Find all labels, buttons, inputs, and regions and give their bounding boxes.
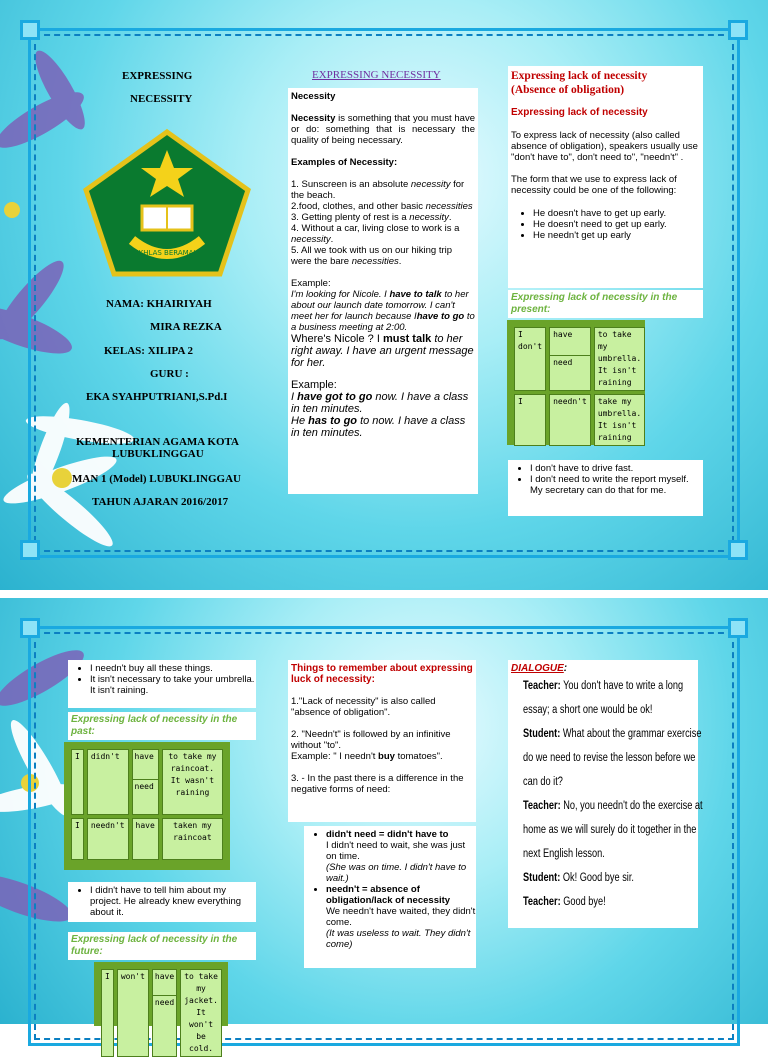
- past-example-box: [68, 882, 256, 922]
- student-name-2: MIRA REZKA: [150, 321, 222, 333]
- dialogue-line: Student: Ok! Good bye sir.: [523, 872, 634, 884]
- future-table: [94, 962, 228, 1053]
- lack-subheading: Expressing lack of necessity: [511, 107, 648, 118]
- dialogue-line: Teacher: Good bye!: [523, 896, 606, 908]
- academic-year: TAHUN AJARAN 2016/2017: [92, 496, 229, 508]
- school-name: MAN 1 (Model) LUBUKLINGGAU: [72, 473, 241, 485]
- example-text-2b: He has to go to now. I have a class in ten minutes.: [291, 415, 466, 439]
- cover-title-line2: NECESSITY: [130, 93, 193, 105]
- remember-heading: Things to remember about expressing luck of necessity:: [291, 663, 473, 685]
- dialogue-line: Teacher: You don't have to write a long essay; a short one would be ok!: [523, 680, 684, 716]
- need-forms-list: [304, 829, 476, 950]
- frame-corner: [728, 20, 748, 40]
- dialogue-box: [508, 660, 703, 928]
- table-cell: have: [132, 818, 159, 860]
- brochure-page-2: [0, 598, 768, 1053]
- present-label: Expressing lack of necessity in the present:: [508, 290, 703, 318]
- lack-heading-1: Expressing lack of necessity: [511, 70, 648, 82]
- table-cell: to take my umbrella. It isn't raining: [594, 327, 645, 391]
- remember-example: Example: " I needn't buy tomatoes".: [291, 751, 443, 762]
- table-cell: I: [71, 818, 84, 860]
- table-cell: have need: [152, 969, 177, 1057]
- list-item: • He doesn't need to get up early.: [533, 219, 700, 230]
- past-example: [68, 885, 256, 918]
- table-cell: to take my raincoat. It wasn't raining: [162, 749, 223, 815]
- list-item: • I didn't have to tell him about my project. He already knew everything about it.: [90, 885, 256, 918]
- examples-title: Examples of Necessity:: [291, 157, 398, 168]
- list-item: • He doesn't have to get up early.: [533, 208, 700, 219]
- example-label-1: Example:: [291, 278, 331, 289]
- ministry-logo: [82, 128, 252, 278]
- example-text-1: I'm looking for Nicole. I have to talk to her about our launch date tomorrow. I can't meet her for launch because Ihave to go to a business meeting at 2:00.: [291, 289, 475, 333]
- lack-bullets: [511, 208, 700, 241]
- list-item: • didn't need = didn't have to I didn't need to wait, she was just on time. (She was on time. I didn't have to wait.): [326, 829, 476, 884]
- necessity-heading: EXPRESSING NECESSITY: [312, 69, 441, 81]
- table-cell: have need: [549, 327, 591, 391]
- p2-intro-bullets: [68, 663, 256, 696]
- p2-intro-box: [68, 660, 256, 708]
- list-item: • It isn't necessary to take your umbrella. It isn't raining.: [90, 674, 256, 696]
- example-text-1b: Where's Nicole ? I must talk to her right away. I have an urgent message for her.: [291, 333, 474, 369]
- table-cell: taken my raincoat: [162, 818, 223, 860]
- table-cell: have need: [132, 749, 159, 815]
- past-table: [64, 742, 230, 870]
- institution-line2: LUBUKLINGGAU: [112, 448, 204, 460]
- table-cell: I: [71, 749, 84, 815]
- example-5: 5. All we took with us on our hiking trip were the bare necessities.: [291, 245, 453, 267]
- future-label: Expressing lack of necessity in the future:: [68, 932, 256, 960]
- list-item: • He needn't get up early: [533, 230, 700, 241]
- present-examples: [508, 463, 703, 496]
- table-cell: I don't: [514, 327, 546, 391]
- frame-corner: [20, 20, 40, 40]
- lack-of-necessity-box: [508, 66, 703, 288]
- example-1: 1. Sunscreen is an absolute necessity for the beach.: [291, 179, 465, 201]
- logo-motto: IKHLAS BERAMAL: [136, 249, 198, 257]
- necessity-text-box: [288, 88, 478, 494]
- lack-paragraph-1: To express lack of necessity (also called absence of obligation), speakers usually use "don't have to", don't need to", "needn't" .: [511, 130, 698, 163]
- institution-line1: KEMENTERIAN AGAMA KOTA: [76, 436, 239, 448]
- example-2: 2.food, clothes, and other basic necessities: [291, 201, 473, 212]
- list-item: • needn't = absence of obligation/lack of necessity We needn't have waited, they didn't come. (It was useless to wait. They didn't come): [326, 884, 476, 950]
- teacher-name: EKA SYAHPUTRIANI,S.Pd.I: [86, 391, 228, 403]
- example-3: 3. Getting plenty of rest is a necessity.: [291, 212, 452, 223]
- necessity-definition: Necessity is something that you must have or do: something that is necessary the quality of being necessary.: [291, 113, 475, 146]
- lack-paragraph-2: The form that we use to express lack of necessity could be one of the following:: [511, 174, 677, 196]
- table-cell: needn't: [549, 394, 591, 446]
- remember-point-3: 3. - In the past there is a difference in the negative forms of need:: [291, 773, 464, 795]
- need-forms-box: [304, 826, 476, 968]
- table-cell: I: [101, 969, 114, 1057]
- table-cell: needn't: [87, 818, 129, 860]
- present-table: [507, 320, 645, 445]
- past-label: Expressing lack of necessity in the past:: [68, 712, 256, 740]
- list-item: • I needn't buy all these things.: [90, 663, 256, 674]
- present-examples-box: [508, 460, 703, 516]
- remember-point-2: 2. "Needn't" is followed by an infinitive without "to".: [291, 729, 451, 751]
- teacher-label: GURU :: [150, 368, 189, 380]
- remember-point-1: 1."Lack of necessity" is also called "absence of obligation".: [291, 696, 436, 718]
- example-label-2: Example:: [291, 379, 337, 391]
- list-item: • I don't need to write the report myself. My secretary can do that for me.: [530, 474, 703, 496]
- table-cell: won't: [117, 969, 149, 1057]
- list-item: • I don't have to drive fast.: [530, 463, 703, 474]
- dialogue-line: Teacher: No, you needn't do the exercise at home as we will surely do it together in the next English lesson.: [523, 800, 703, 860]
- frame-corner: [20, 540, 40, 560]
- table-cell: I: [514, 394, 546, 446]
- table-cell: to take my jacket. It won't be cold.: [180, 969, 222, 1057]
- remember-box: [288, 660, 476, 822]
- class-label: KELAS: XILIPA 2: [104, 345, 194, 357]
- frame-corner: [20, 618, 40, 638]
- frame-corner: [728, 540, 748, 560]
- necessity-subheading: Necessity: [291, 91, 336, 102]
- example-text-2: I have got to go now. I have a class in ten minutes.: [291, 391, 469, 415]
- table-cell: didn't: [87, 749, 129, 815]
- dialogue-lines: [523, 674, 703, 914]
- student-name-1: NAMA: KHAIRIYAH: [106, 298, 212, 310]
- frame-corner: [728, 618, 748, 638]
- dialogue-heading: DIALOGUE:: [511, 663, 568, 674]
- lack-heading-2: (Absence of obligation): [511, 84, 625, 96]
- table-cell: take my umbrella. It isn't raining: [594, 394, 645, 446]
- example-4: 4. Without a car, living close to work is a necessity.: [291, 223, 460, 245]
- dialogue-line: Student: What about the grammar exercise do we need to revise the lesson before we can do it?: [523, 728, 702, 788]
- cover-title-line1: EXPRESSING: [122, 70, 193, 82]
